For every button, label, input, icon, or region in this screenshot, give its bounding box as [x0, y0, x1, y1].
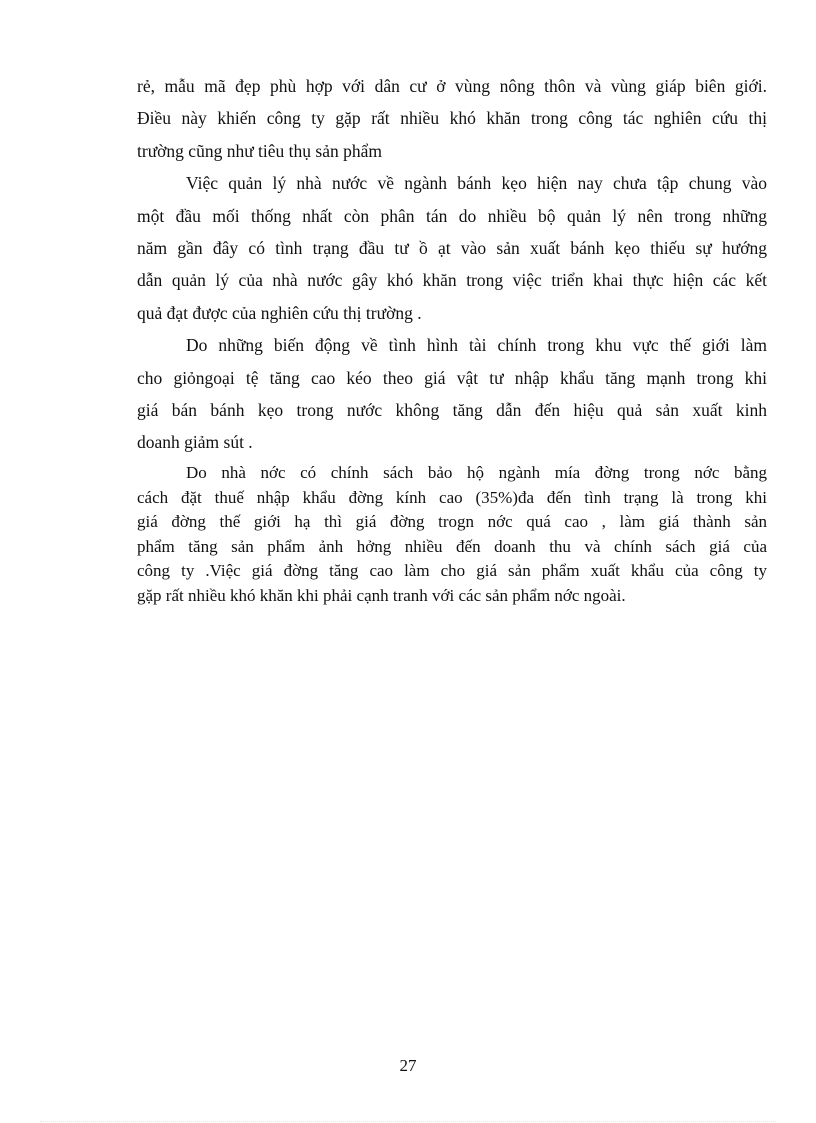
body-text-upper	[137, 70, 767, 459]
page-bottom-rule	[40, 1121, 776, 1122]
text-line: phẩm tăng sản phẩm ảnh hởng nhiều đến doanh thu và chính sách giá của	[137, 536, 767, 556]
text-line: Điều này khiến công ty gặp rất nhiều khó khăn trong công tác nghiên cứu thị	[137, 108, 767, 129]
paragraph-continuation	[137, 70, 767, 167]
text-line: cho giỏngoại tệ tăng cao kéo theo giá vật tư nhập khẩu tăng mạnh trong khi	[137, 367, 767, 388]
text-line: Do những biến động về tình hình tài chính trong khu vực thế giới làm	[186, 335, 767, 356]
page-number: 27	[399, 1056, 417, 1075]
text-line: công ty .Việc giá đờng tăng cao làm cho giá sản phẩm xuất khẩu của công ty	[137, 561, 767, 581]
text-line: Việc quản lý nhà nước về ngành bánh kẹo hiện nay chưa tập chung vào	[186, 173, 767, 194]
text-line: năm gần đây có tình trạng đầu tư ồ ạt vào sản xuất bánh kẹo thiếu sự hướng	[137, 237, 767, 258]
text-line: gặp rất nhiều khó khăn khi phải cạnh tranh với các sản phẩm nớc ngoài.	[137, 585, 626, 605]
text-line: Do nhà nớc có chính sách bảo hộ ngành mía đờng trong nớc bằng	[186, 463, 767, 482]
paragraph-state-management	[137, 167, 767, 329]
body-text-lower	[137, 461, 767, 609]
paragraph-sugar-protection	[137, 461, 767, 609]
text-line: giá đờng thế giới hạ thì giá đờng trogn nớc quá cao , làm giá thành sản	[137, 512, 767, 532]
text-line: rẻ, mẫu mã đẹp phù hợp với dân cư ở vùng nông thôn và vùng giáp biên giới.	[137, 76, 767, 96]
text-line: một đầu mối thống nhất còn phân tán do nhiều bộ quản lý nên trong những	[137, 205, 767, 226]
paragraph-financial-fluctuation	[137, 329, 767, 459]
text-line: quả đạt được của nghiên cứu thị trường .	[137, 302, 422, 323]
text-line: cách đặt thuế nhập khẩu đờng kính cao (35%)đa đến tình trạng là trong khi	[137, 487, 767, 507]
text-line: trường cũng như tiêu thụ sản phẩm	[137, 140, 382, 161]
text-line: dẫn quản lý của nhà nước gây khó khăn trong việc triển khai thực hiện các kết	[137, 270, 767, 291]
text-line: giá bán bánh kẹo trong nước không tăng dẫn đến hiệu quả sản xuất kinh	[137, 399, 767, 420]
text-line: doanh giảm sút .	[137, 432, 253, 453]
